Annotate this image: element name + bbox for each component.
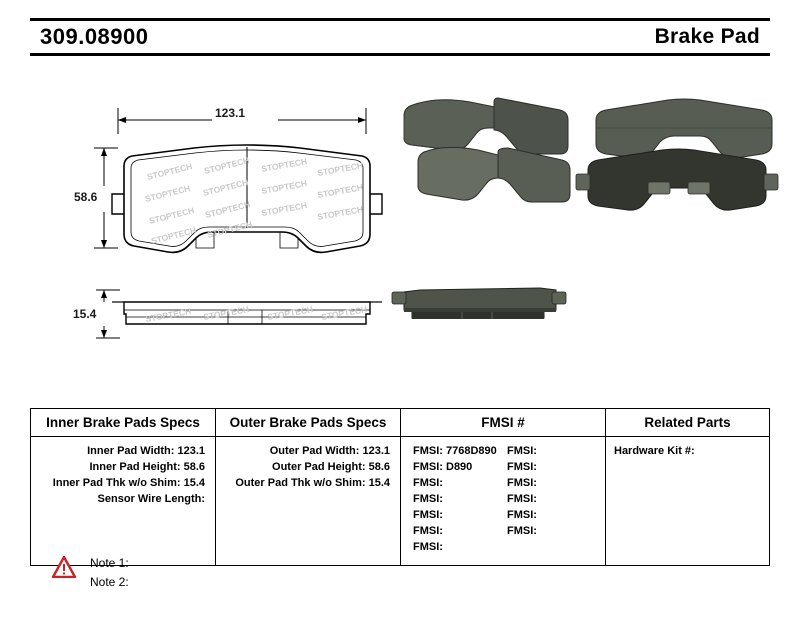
notes-text	[90, 554, 129, 592]
watermark-text-side	[145, 304, 368, 324]
drawing-svg	[0, 62, 800, 392]
related-parts-table	[605, 408, 770, 566]
fmsi-table	[400, 408, 605, 566]
note-2: Note 2:	[90, 575, 129, 589]
svg-text:STOPTECH: STOPTECH	[203, 155, 251, 176]
spec-row: Outer Pad Thk w/o Shim: 15.4	[235, 477, 390, 489]
fmsi-column-right	[503, 443, 597, 555]
svg-text:STOPTECH: STOPTECH	[144, 306, 192, 324]
height-dimension-line	[94, 148, 118, 248]
dimension-height-label: 58.6	[74, 190, 98, 204]
fmsi-row: FMSI:	[413, 477, 443, 489]
related-parts-header: Related Parts	[606, 409, 769, 437]
fmsi-header: FMSI #	[401, 409, 605, 437]
svg-text:STOPTECH: STOPTECH	[202, 304, 250, 322]
fmsi-row: FMSI: D890	[413, 461, 473, 473]
spec-row: Sensor Wire Length:	[97, 493, 205, 505]
fmsi-column-left	[409, 443, 503, 555]
svg-text:STOPTECH: STOPTECH	[148, 205, 196, 226]
page-title: Brake Pad	[654, 25, 760, 48]
fmsi-row: FMSI:	[507, 525, 537, 537]
fmsi-row: FMSI:	[413, 509, 443, 521]
svg-text:STOPTECH: STOPTECH	[144, 183, 192, 204]
notes-section	[52, 554, 129, 592]
width-dimension-line	[118, 108, 366, 134]
fmsi-row: FMSI:	[413, 493, 443, 505]
fmsi-row: FMSI:	[507, 461, 537, 473]
inner-pad-specs-body	[31, 437, 215, 553]
spec-row: Inner Pad Height: 58.6	[89, 461, 205, 473]
fmsi-row: FMSI:	[507, 477, 537, 489]
pad-photo-group-left	[404, 98, 570, 202]
fmsi-row: FMSI:	[507, 445, 537, 457]
document-header	[30, 18, 770, 56]
svg-text:STOPTECH: STOPTECH	[260, 200, 308, 218]
note-1: Note 1:	[90, 556, 129, 570]
inner-pad-specs-header: Inner Brake Pads Specs	[31, 409, 215, 437]
outer-pad-specs-header: Outer Brake Pads Specs	[216, 409, 400, 437]
warning-icon	[52, 556, 76, 578]
dimension-thickness-label: 15.4	[73, 307, 97, 321]
related-parts-body	[606, 437, 769, 553]
outer-pad-specs-table	[215, 408, 400, 566]
fmsi-row: FMSI: 7768D890	[413, 445, 497, 457]
fmsi-row: FMSI:	[413, 541, 443, 553]
svg-text:STOPTECH: STOPTECH	[260, 178, 308, 196]
fmsi-row: FMSI:	[507, 509, 537, 521]
part-number: 309.08900	[40, 24, 149, 49]
svg-text:STOPTECH: STOPTECH	[260, 156, 308, 174]
svg-text:STOPTECH: STOPTECH	[204, 199, 252, 220]
spec-row: Outer Pad Width: 123.1	[269, 445, 390, 457]
svg-text:STOPTECH: STOPTECH	[316, 204, 364, 222]
svg-text:STOPTECH: STOPTECH	[316, 182, 364, 200]
related-parts-row: Hardware Kit #:	[614, 445, 695, 457]
svg-text:STOPTECH: STOPTECH	[150, 225, 198, 246]
fmsi-row: FMSI:	[413, 525, 443, 537]
svg-text:STOPTECH: STOPTECH	[320, 304, 368, 322]
pad-photo-group-right	[576, 99, 778, 210]
svg-text:STOPTECH: STOPTECH	[206, 219, 254, 240]
dimension-width-label: 123.1	[215, 106, 246, 120]
fmsi-row: FMSI:	[507, 493, 537, 505]
spec-row: Inner Pad Thk w/o Shim: 15.4	[52, 477, 205, 489]
fmsi-body	[401, 437, 605, 565]
outer-pad-specs-body	[216, 437, 400, 553]
thickness-dimension-line	[96, 290, 120, 338]
spec-row: Inner Pad Width: 123.1	[87, 445, 205, 457]
inner-pad-specs-table	[30, 408, 215, 566]
svg-text:STOPTECH: STOPTECH	[316, 160, 364, 178]
svg-text:STOPTECH: STOPTECH	[146, 161, 194, 182]
spec-row: Outer Pad Height: 58.6	[272, 461, 390, 473]
spec-tables	[30, 408, 770, 566]
svg-text:STOPTECH: STOPTECH	[266, 304, 314, 322]
svg-text:STOPTECH: STOPTECH	[202, 177, 250, 198]
pad-photo-edge	[392, 288, 566, 319]
technical-drawing	[0, 62, 800, 392]
